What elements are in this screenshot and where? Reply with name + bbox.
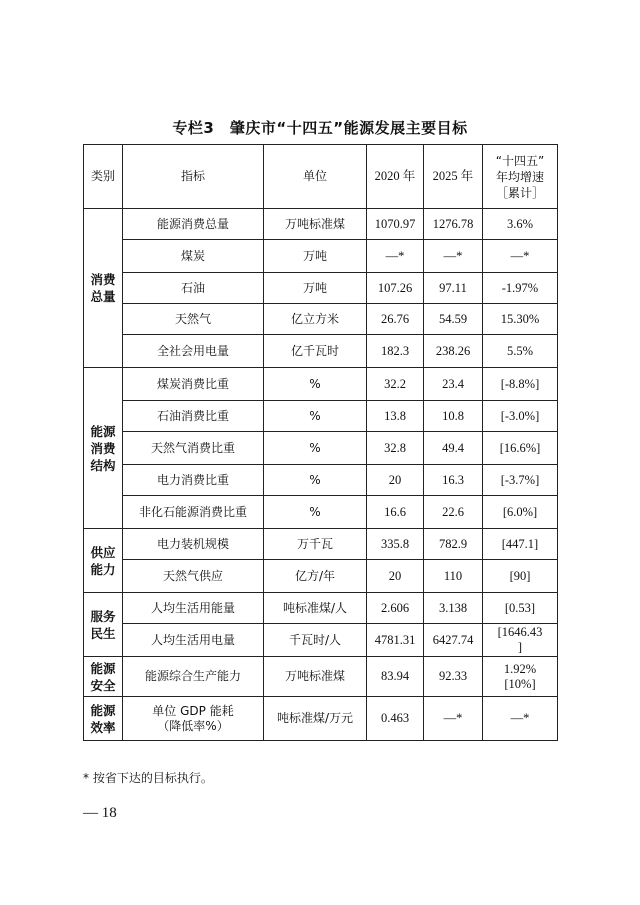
value-2020-cell: 0.463	[367, 697, 424, 741]
unit-cell: 万吨标准煤	[264, 657, 367, 697]
table-row	[84, 593, 558, 624]
value-2020-cell: 32.2	[367, 368, 424, 401]
growth-cell: —*	[483, 697, 558, 741]
header-indicator: 指标	[123, 145, 264, 209]
value-2020-cell: 83.94	[367, 657, 424, 697]
unit-cell: 亿方/年	[264, 560, 367, 593]
value-2025-cell: 238.26	[424, 335, 483, 368]
category-cell: 能源 消费 结构	[84, 368, 123, 529]
unit-cell: %	[264, 368, 367, 401]
header-growth-line2: 年均增速	[495, 169, 544, 184]
growth-cell: [-3.7%]	[483, 465, 558, 496]
header-2020: 2020 年	[367, 145, 424, 209]
category-cell: 能源 安全	[84, 657, 123, 697]
unit-cell: 吨标准煤/人	[264, 593, 367, 624]
value-2020-cell: —*	[367, 240, 424, 273]
header-growth	[483, 145, 558, 209]
indicator-cell: 人均生活用电量	[123, 624, 264, 657]
indicator-cell: 天然气	[123, 304, 264, 335]
growth-cell: [6.0%]	[483, 496, 558, 529]
growth-cell: -1.97%	[483, 273, 558, 304]
indicator-cell: 能源消费总量	[123, 209, 264, 240]
table-row	[84, 401, 558, 432]
indicator-cell: 人均生活用能量	[123, 593, 264, 624]
page-number: — 18	[83, 805, 117, 821]
growth-cell: [-3.0%]	[483, 401, 558, 432]
growth-cell: 5.5%	[483, 335, 558, 368]
value-2020-cell: 13.8	[367, 401, 424, 432]
indicator-cell: 石油	[123, 273, 264, 304]
value-2025-cell: 23.4	[424, 368, 483, 401]
value-2025-cell: 1276.78	[424, 209, 483, 240]
table-row	[84, 657, 558, 697]
indicator-cell: 非化石能源消费比重	[123, 496, 264, 529]
growth-cell: [16.6%]	[483, 432, 558, 465]
value-2025-cell: 22.6	[424, 496, 483, 529]
growth-cell: 1.92% [10%]	[483, 657, 558, 697]
table-row	[84, 240, 558, 273]
indicator-cell: 天然气供应	[123, 560, 264, 593]
table-row	[84, 432, 558, 465]
value-2020-cell: 335.8	[367, 529, 424, 560]
table-title: 专栏3 肇庆市“十四五”能源发展主要目标	[172, 119, 468, 137]
unit-cell: 万吨	[264, 240, 367, 273]
growth-cell: [-8.8%]	[483, 368, 558, 401]
indicator-cell: 天然气消费比重	[123, 432, 264, 465]
unit-cell: 亿千瓦时	[264, 335, 367, 368]
growth-cell: 15.30%	[483, 304, 558, 335]
table-row	[84, 273, 558, 304]
value-2020-cell: 1070.97	[367, 209, 424, 240]
table-row	[84, 560, 558, 593]
value-2025-cell: 97.11	[424, 273, 483, 304]
table-row	[84, 529, 558, 560]
unit-cell: 吨标准煤/万元	[264, 697, 367, 741]
header-category: 类别	[84, 145, 123, 209]
indicator-cell: 能源综合生产能力	[123, 657, 264, 697]
table-row	[84, 496, 558, 529]
category-cell: 供应 能力	[84, 529, 123, 593]
value-2025-cell: 110	[424, 560, 483, 593]
header-growth-line3: ［累计］	[495, 185, 544, 200]
growth-cell: [90]	[483, 560, 558, 593]
value-2025-cell: 16.3	[424, 465, 483, 496]
value-2020-cell: 16.6	[367, 496, 424, 529]
unit-cell: %	[264, 496, 367, 529]
value-2025-cell: 6427.74	[424, 624, 483, 657]
value-2020-cell: 182.3	[367, 335, 424, 368]
table-body	[84, 209, 558, 741]
indicator-cell: 单位 GDP 能耗 （降低率%）	[123, 697, 264, 741]
value-2020-cell: 32.8	[367, 432, 424, 465]
value-2025-cell: —*	[424, 697, 483, 741]
table-row	[84, 465, 558, 496]
indicator-cell: 电力装机规模	[123, 529, 264, 560]
category-cell: 消费 总量	[84, 209, 123, 368]
header-2025: 2025 年	[424, 145, 483, 209]
unit-cell: 千瓦时/人	[264, 624, 367, 657]
table-row	[84, 368, 558, 401]
value-2020-cell: 2.606	[367, 593, 424, 624]
table-header-row	[84, 145, 558, 209]
header-unit: 单位	[264, 145, 367, 209]
footnote: * 按省下达的目标执行。	[83, 771, 213, 785]
unit-cell: %	[264, 401, 367, 432]
table-row	[84, 304, 558, 335]
growth-cell: [0.53]	[483, 593, 558, 624]
growth-cell: —*	[483, 240, 558, 273]
indicator-cell: 石油消费比重	[123, 401, 264, 432]
growth-cell: [447.1]	[483, 529, 558, 560]
value-2025-cell: —*	[424, 240, 483, 273]
value-2020-cell: 107.26	[367, 273, 424, 304]
unit-cell: 亿立方米	[264, 304, 367, 335]
unit-cell: %	[264, 432, 367, 465]
growth-cell: 3.6%	[483, 209, 558, 240]
unit-cell: %	[264, 465, 367, 496]
unit-cell: 万吨标准煤	[264, 209, 367, 240]
value-2020-cell: 20	[367, 560, 424, 593]
value-2020-cell: 26.76	[367, 304, 424, 335]
table-row	[84, 624, 558, 657]
value-2025-cell: 3.138	[424, 593, 483, 624]
indicator-cell: 煤炭消费比重	[123, 368, 264, 401]
table-row	[84, 209, 558, 240]
indicator-cell: 煤炭	[123, 240, 264, 273]
category-cell: 服务 民生	[84, 593, 123, 657]
value-2025-cell: 92.33	[424, 657, 483, 697]
category-cell: 能源 效率	[84, 697, 123, 741]
value-2020-cell: 4781.31	[367, 624, 424, 657]
unit-cell: 万千瓦	[264, 529, 367, 560]
value-2025-cell: 49.4	[424, 432, 483, 465]
indicator-cell: 电力消费比重	[123, 465, 264, 496]
energy-targets-table	[83, 144, 558, 741]
value-2025-cell: 10.8	[424, 401, 483, 432]
value-2025-cell: 54.59	[424, 304, 483, 335]
value-2025-cell: 782.9	[424, 529, 483, 560]
value-2020-cell: 20	[367, 465, 424, 496]
table-row	[84, 697, 558, 741]
indicator-cell: 全社会用电量	[123, 335, 264, 368]
growth-cell: [1646.43 ]	[483, 624, 558, 657]
table-row	[84, 335, 558, 368]
unit-cell: 万吨	[264, 273, 367, 304]
header-growth-line1: “十四五”	[495, 153, 545, 168]
